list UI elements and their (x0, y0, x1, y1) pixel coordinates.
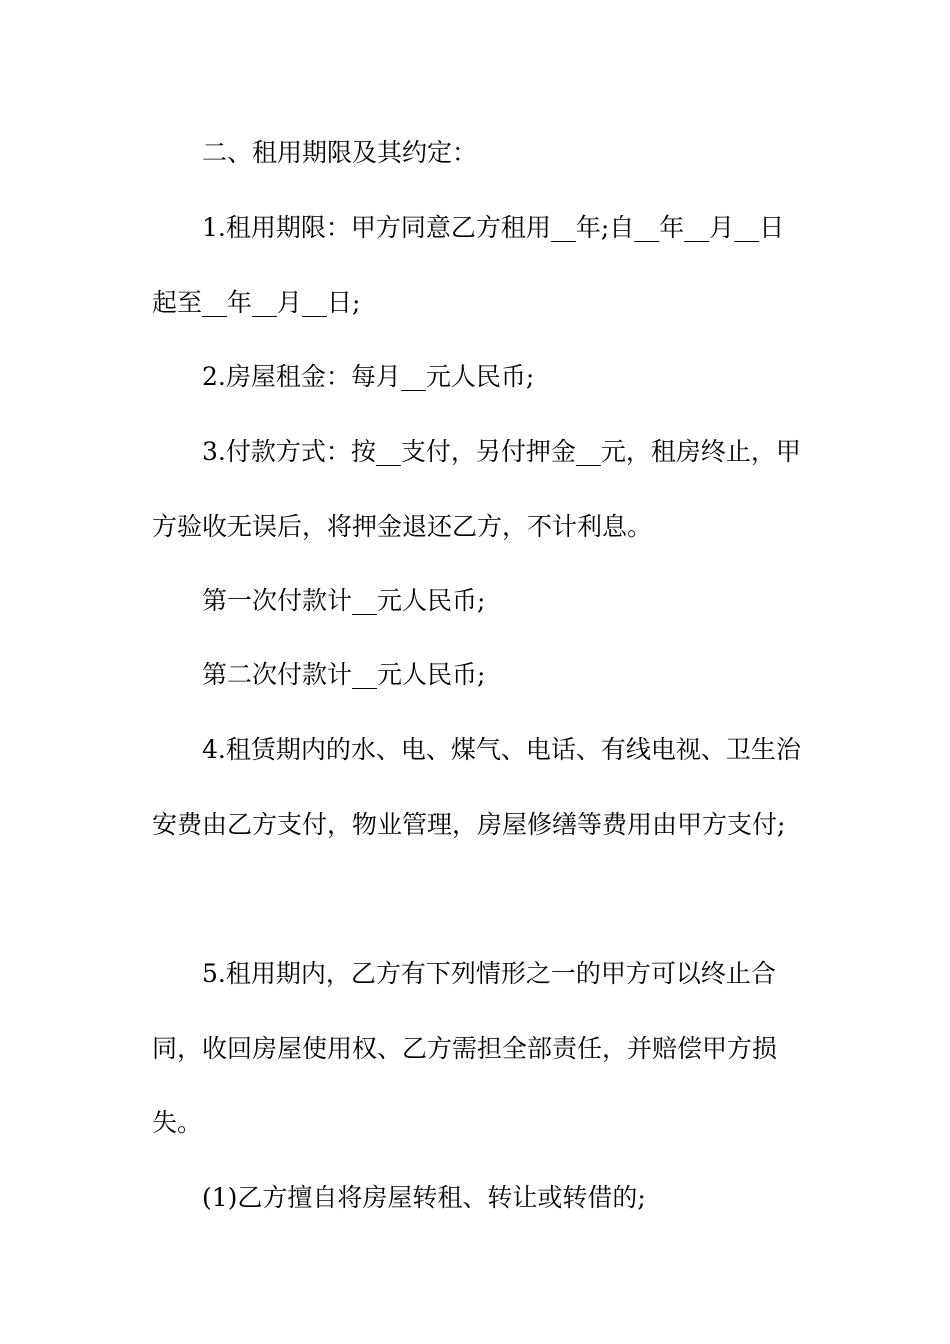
clause-termination: 5.租用期内，乙方有下列情形之一的甲方可以终止合同，收回房屋使用权、乙方需担全部责任，并赔偿甲方损失。 (152, 959, 778, 1137)
clause-utilities: 4.租赁期内的水、电、煤气、电话、有线电视、卫生治安费由乙方支付，物业管理，房屋修缮等费用由甲方支付; (152, 735, 801, 839)
clause-lease-term: 1.租用期限：甲方同意乙方租用__年;自__年__月__日起至__年__月__日; (152, 213, 785, 317)
second-payment: 第二次付款计__元人民币; (202, 660, 486, 689)
section-heading: 二、租用期限及其约定： (202, 138, 478, 167)
clause-payment-method: 3.付款方式：按__支付，另付押金__元，租房终止，甲方验收无误后，将押金退还乙方，不计利息。 (152, 437, 801, 541)
first-payment: 第一次付款计__元人民币; (202, 586, 486, 615)
termination-item-1: (1)乙方擅自将房屋转租、转让或转借的; (202, 1183, 646, 1212)
clause-rent: 2.房屋租金：每月__元人民币; (202, 362, 535, 391)
